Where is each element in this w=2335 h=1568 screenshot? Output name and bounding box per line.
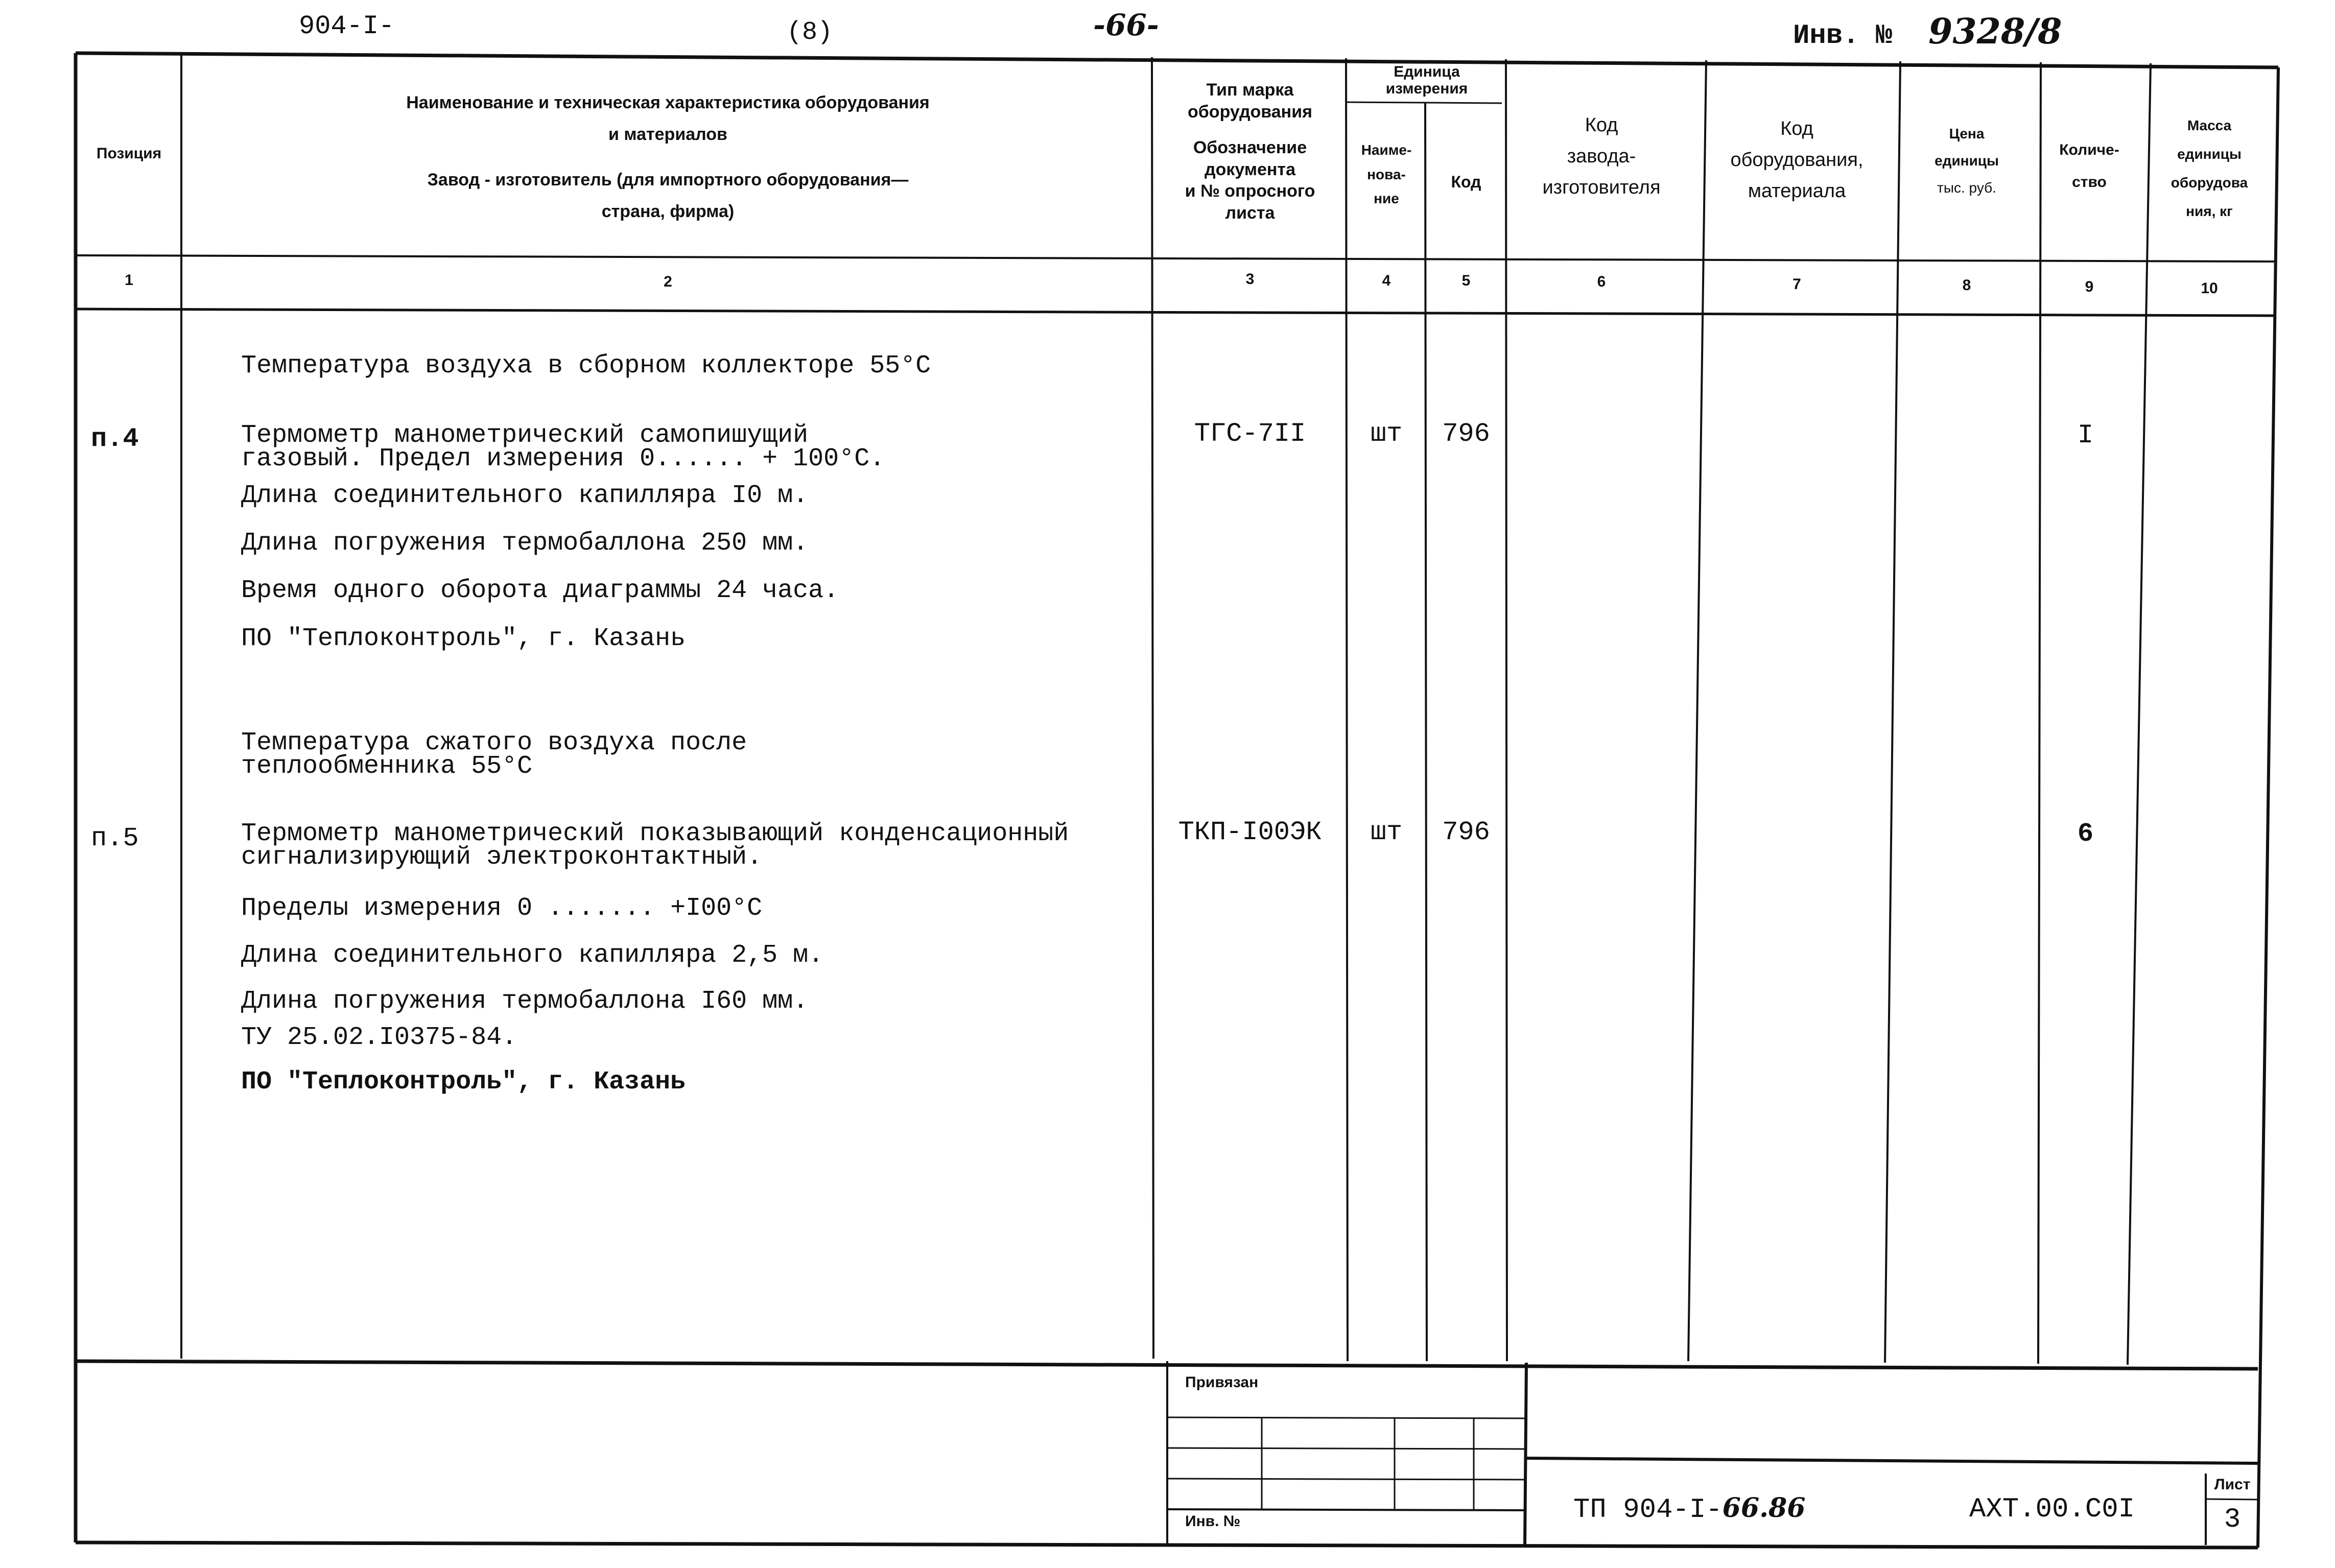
unit-name-cell: шт	[1370, 817, 1403, 847]
col-number-2: 2	[664, 273, 672, 290]
col-name-header: Наименование и техническая характеристика оборудования и материалов Завод - изготовитель (для импортного оборудования— страна, фирма)	[406, 93, 930, 221]
col-mass-header: Масса единицы оборудова ния, кг	[2171, 117, 2248, 219]
unit-code-cell: 796	[1442, 817, 1490, 847]
inventory-label: Инв. №	[1793, 20, 1893, 52]
section-heading: Температура сжатого воздуха после теплообменника 55°С	[241, 728, 747, 781]
col-factory-code-header: Код завода- изготовителя	[1542, 114, 1661, 198]
item-spec-line: Длина погружения термобаллона I60 мм.	[241, 987, 809, 1016]
col-type-header: Тип марка оборудования Обозначение документа и № опросного листа	[1185, 80, 1315, 223]
item-manufacturer: ПО "Теплоконтроль", г. Казань	[241, 1067, 686, 1097]
type-cell: ТГС-7II	[1194, 419, 1306, 449]
item-spec-line: Время одного оборота диаграммы 24 часа.	[241, 576, 839, 605]
col-price-header: Цена единицы тыс. руб.	[1935, 126, 1999, 196]
col-number-6: 6	[1597, 273, 1606, 290]
col-unit-code-header: Код	[1451, 173, 1481, 191]
page-mark: -66-	[1093, 8, 1159, 42]
col-equipment-code-header: Код оборудования, материала	[1730, 118, 1864, 202]
sheet-code: АХТ.00.С0I	[1969, 1494, 2135, 1525]
col-number-9: 9	[2085, 278, 2094, 295]
inventory-no-label: Инв. №	[1185, 1513, 1241, 1530]
item-name: Термометр манометрический показывающий конденсационный сигнализирующий электроконтактный.	[241, 819, 1069, 872]
section-heading: Температура воздуха в сборном коллекторе 55°С	[241, 351, 931, 381]
quantity-cell: 6	[2077, 819, 2094, 849]
sheet-number: 3	[2224, 1504, 2241, 1535]
unit-code-cell: 796	[1442, 419, 1490, 449]
privyazan-label: Привязан	[1185, 1374, 1259, 1391]
series-number: 904-I-	[299, 11, 395, 41]
col-quantity-header: Количе- ство	[2059, 141, 2119, 191]
inventory-number: 9328/8	[1928, 11, 2062, 52]
item-spec-line: ТУ 25.02.I0375-84.	[241, 1023, 517, 1052]
position-cell: п.5	[91, 823, 139, 853]
col-unit-name-header: Наиме- нова- ние	[1361, 142, 1412, 207]
col-number-4: 4	[1382, 272, 1391, 289]
unit-name-cell: шт	[1370, 419, 1403, 449]
document-code: ТП 904-I-66.86	[1573, 1492, 1806, 1526]
col-number-8: 8	[1962, 277, 1971, 294]
sheet-label: Лист	[2214, 1476, 2251, 1493]
item-name: Термометр манометрический самопишущий газовый. Предел измерения 0...... + 100°С.	[241, 421, 885, 473]
col-position-header: Позиция	[96, 145, 162, 162]
item-spec-line: Длина соединительного капилляра 2,5 м.	[241, 941, 824, 970]
col-number-5: 5	[1461, 272, 1471, 289]
position-cell: п.4	[91, 424, 139, 454]
item-spec-line: Длина погружения термобаллона 250 мм.	[241, 529, 809, 558]
col-number-7: 7	[1792, 276, 1801, 293]
col-number-10: 10	[2201, 280, 2218, 297]
type-cell: ТКП-I00ЭК	[1178, 817, 1322, 847]
unit-group-header: Единица измерения	[1385, 63, 1468, 97]
col-number-1: 1	[125, 272, 133, 289]
item-spec-line: Пределы измерения 0 ....... +I00°С	[241, 894, 763, 923]
col-number-3: 3	[1245, 271, 1255, 288]
bracket-number: (8)	[787, 18, 833, 47]
item-manufacturer: ПО "Теплоконтроль", г. Казань	[241, 624, 686, 653]
item-spec-line: Длина соединительного капилляра I0 м.	[241, 481, 809, 510]
quantity-cell: I	[2077, 420, 2094, 450]
